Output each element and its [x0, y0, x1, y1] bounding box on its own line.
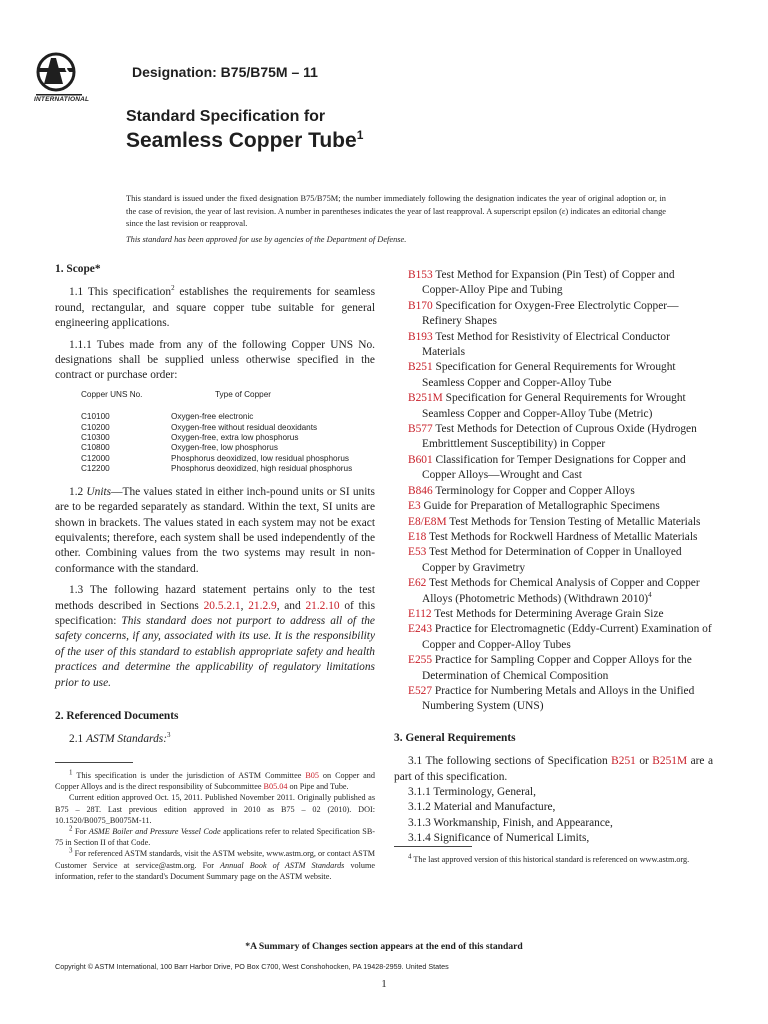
- separator: ,: [240, 599, 249, 612]
- table-header: [55, 390, 375, 400]
- footnote-text: For: [74, 827, 89, 837]
- standard-link[interactable]: E3: [408, 500, 421, 513]
- dod-approval-note: This standard has been approved for use by agencies of the Department of Defense.: [126, 235, 407, 244]
- standard-link[interactable]: B577: [408, 423, 433, 436]
- para-2-1: [55, 732, 375, 747]
- hazard-statement: This standard does not purport to address all of the safety concerns, if any, associated with its use. It is the responsibility of the user of this standard to establish appropriate safety and health practices and determine the applicability of regulatory limitations prior to use.: [55, 614, 375, 689]
- para-1-3-text-cont: of this specification:: [55, 599, 375, 627]
- para-1-2-text: —The values stated in either inch-pound units or SI units are to be regarded separately as standard. Within the text, SI units are shown in brackets. The values stated in each system may not be exact equivalents; therefore, each system shall be used independently of the other. Combining values from the two systems may result in non-conformance with the standard.: [55, 485, 375, 575]
- footnote-ref-2: 2: [171, 284, 175, 293]
- standard-title: Test Method for Determination of Copper in Unalloyed Copper by Gravimetry: [422, 546, 682, 574]
- section-link[interactable]: 21.2.9: [248, 599, 277, 612]
- footnote-marker: 2: [69, 824, 73, 833]
- table-row: [55, 433, 375, 443]
- list-item: [408, 545, 713, 576]
- standard-link[interactable]: E18: [408, 530, 427, 543]
- standard-title: Specification for General Requirements for Wrought Seamless Copper and Copper-Alloy Tube: [422, 361, 676, 389]
- table-cell: Phosphorus deoxidized, low residual phosphorus: [171, 453, 349, 463]
- table-cell: C10100: [81, 412, 110, 422]
- list-item: [408, 515, 713, 530]
- standard-link[interactable]: E255: [408, 654, 433, 667]
- table-cell: Phosphorus deoxidized, high residual phosphorus: [171, 464, 353, 474]
- para-1-3: [55, 583, 375, 691]
- document-title: [126, 107, 363, 153]
- table-cell: C12000: [81, 453, 110, 463]
- list-item: [408, 622, 713, 653]
- footnote-text: volume information, refer to the standard's Document Summary page on the ASTM website.: [55, 860, 375, 881]
- list-item: [408, 453, 713, 484]
- footnote-marker: 4: [408, 852, 412, 861]
- list-item: [408, 684, 713, 715]
- list-item: 3.1.3 Workmanship, Finish, and Appearance,: [408, 816, 613, 829]
- committee-link[interactable]: B05: [305, 771, 319, 780]
- para-2-1-num: 2.1: [69, 733, 87, 746]
- list-item: [408, 607, 713, 622]
- standard-link[interactable]: E62: [408, 577, 427, 590]
- table-cell: C10200: [81, 422, 110, 432]
- footnote-text: This specification is under the jurisdiction of ASTM Committee: [76, 771, 306, 780]
- standard-title: Practice for Sampling Copper and Copper Alloys for the Determination of Chemical Composition: [422, 654, 692, 682]
- title-line-2: [126, 128, 363, 153]
- table-header-cell: Copper UNS No.: [81, 389, 143, 399]
- standard-link[interactable]: B153: [408, 269, 433, 281]
- table-cell: Oxygen-free without residual deoxidants: [171, 422, 318, 432]
- para-3-1-text-cont: are a part of this specification.: [394, 755, 713, 783]
- footnote-text: Annual Book of ASTM Standards: [220, 860, 345, 870]
- para-1-1-text: 1.1 This specification: [69, 286, 172, 299]
- standard-link[interactable]: E53: [408, 546, 427, 559]
- standard-link[interactable]: B251M: [652, 755, 688, 768]
- copyright: Copyright © ASTM International, 100 Barr Harbor Drive, PO Box C700, West Conshohocken, PA 19428-2959. United States: [55, 962, 449, 971]
- standard-link[interactable]: B251: [408, 361, 433, 374]
- table-cell: Oxygen-free, low phosphorus: [171, 443, 278, 453]
- copper-uns-table: [55, 390, 375, 475]
- table-cell: C10300: [81, 433, 110, 443]
- list-item: [408, 576, 713, 607]
- standard-title: Test Methods for Tension Testing of Metallic Materials: [449, 515, 701, 528]
- standard-link[interactable]: B601: [408, 453, 433, 466]
- standard-title: Practice for Numbering Metals and Alloys in the Unified Numbering System (UNS): [422, 684, 695, 713]
- footnote-ref-4: 4: [648, 590, 652, 599]
- list-item: [408, 391, 713, 422]
- left-footnotes: [55, 770, 375, 882]
- para-2-1-text: ASTM Standards:: [86, 733, 167, 746]
- title-footnote-ref: 1: [356, 128, 364, 143]
- footnote-4: [394, 854, 713, 865]
- list-item: [408, 268, 713, 299]
- table-row: [55, 464, 375, 474]
- standard-link[interactable]: B193: [408, 330, 433, 343]
- footnote-text: on Copper and Copper Alloys and is the direct responsibility of Subcommittee: [55, 771, 375, 792]
- footnote-text: For referenced ASTM standards, visit the ASTM website, www.astm.org, or contact ASTM Customer Service at service@astm.org. For: [55, 849, 376, 870]
- table-cell: C12200: [81, 464, 110, 474]
- list-item: [408, 422, 713, 453]
- para-1-2-num: 1.2: [69, 485, 87, 498]
- list-item: [408, 530, 713, 545]
- table-header-cell: Type of Copper: [215, 389, 271, 399]
- section-link[interactable]: 21.2.10: [305, 599, 340, 612]
- para-1-2-term: Units: [86, 485, 112, 498]
- footnote-divider: [394, 846, 472, 847]
- standard-title: Test Method for Resistivity of Electrical Conductor Materials: [422, 330, 670, 359]
- issuance-note: This standard is issued under the fixed designation B75/B75M; the number immediately following the designation indicates the year of original adoption or, in the case of revision, the year of last revision. A number in parentheses indicates the year of last reapproval. A superscript epsilon (ε) indicates an editorial change since the last revision or reapproval.: [126, 194, 666, 228]
- footnote-ref-3: 3: [167, 731, 171, 740]
- footnote-text: ASME Boiler and Pressure Vessel Code: [88, 827, 221, 837]
- para-1-1-1: 1.1.1 Tubes made from any of the following Copper UNS No. designations shall be supplied unless otherwise specified in the contract or purchase order:: [55, 338, 375, 382]
- standard-title: Specification for Oxygen-Free Electrolytic Copper—Refinery Shapes: [422, 299, 679, 328]
- list-item: [408, 653, 713, 684]
- footnote-text: applications refer to related Specification SB-75 in Section II of that Code.: [55, 827, 376, 848]
- list-item: [408, 484, 713, 499]
- referenced-standards-list: [394, 268, 713, 715]
- standard-link[interactable]: B251: [611, 755, 636, 768]
- page-number: 1: [381, 978, 387, 990]
- designation: Designation: B75/B75M – 11: [132, 64, 318, 80]
- standard-title: Test Methods for Determining Average Grain Size: [434, 607, 664, 620]
- standard-title: Test Methods for Rockwell Hardness of Metallic Materials: [429, 530, 698, 543]
- list-item: 3.1.4 Significance of Numerical Limits,: [408, 832, 590, 845]
- scope-heading: 1. Scope*: [55, 263, 101, 275]
- footnote-1-edition: Current edition approved Oct. 15, 2011. Published November 2011. Originally published as B75 – 28T. Last previous edition approved in 2010 as B75 – 02 (2010). DOI: 10.1520/B0075_B0075M-11.: [55, 793, 375, 825]
- standard-title: Practice for Electromagnetic (Eddy-Current) Examination of Copper and Copper-Alloy Tubes: [422, 623, 712, 651]
- list-item: 3.1.2 Material and Manufacture,: [408, 801, 556, 814]
- para-1-3-text: 1.3 The following hazard statement pertains only to the test methods described in Sections: [55, 584, 375, 612]
- footnote-marker: 1: [69, 768, 73, 777]
- list-item: [408, 360, 713, 391]
- astm-logo-icon: [34, 50, 122, 112]
- separator: , and: [276, 599, 306, 612]
- referenced-documents-heading: 2. Referenced Documents: [55, 709, 179, 722]
- section-link[interactable]: 20.5.2.1: [203, 599, 241, 612]
- standard-title: Specification for General Requirements for Wrought Seamless Copper and Copper-Alloy Tube (Metric): [422, 392, 686, 420]
- table-cell: Oxygen-free, extra low phosphorus: [171, 433, 299, 443]
- footnote-1: [55, 770, 375, 792]
- footnote-text: on Pipe and Tube.: [287, 782, 349, 792]
- table-row: [55, 454, 375, 464]
- table-cell: C10800: [81, 443, 110, 453]
- footnote-divider: [55, 762, 133, 763]
- subcommittee-link[interactable]: B05.04: [263, 782, 288, 792]
- para-3-1-text: 3.1 The following sections of Specification: [408, 755, 612, 768]
- list-item: [408, 299, 713, 330]
- separator: or: [635, 755, 653, 768]
- list-item: 3.1.1 Terminology, General,: [408, 786, 536, 798]
- standard-title: Classification for Temper Designations for Copper and Copper Alloys—Wrought and Cast: [422, 453, 686, 482]
- standard-title: Guide for Preparation of Metallographic Specimens: [423, 500, 660, 513]
- table-row: [55, 443, 375, 453]
- standard-link[interactable]: E112: [408, 607, 432, 620]
- standard-link[interactable]: B251M: [408, 392, 443, 405]
- standard-link[interactable]: E243: [408, 623, 433, 636]
- table-row: [55, 412, 375, 422]
- table-cell: Oxygen-free electronic: [171, 412, 254, 422]
- right-footnotes: [394, 854, 713, 865]
- left-column: [55, 262, 375, 754]
- list-item: [408, 330, 713, 361]
- title-line-1: Standard Specification for: [126, 108, 326, 125]
- footnote-marker: 3: [69, 846, 73, 855]
- para-3-1: [394, 754, 713, 785]
- title-line-2-text: Seamless Copper Tube: [126, 129, 357, 153]
- para-1-1: [55, 285, 375, 331]
- standard-link[interactable]: B846: [408, 484, 433, 497]
- footnote-2: [55, 826, 375, 848]
- standard-title: Test Methods for Chemical Analysis of Copper and Copper Alloys (Photometric Methods) (Withdrawn 2010): [422, 577, 700, 605]
- right-column: [394, 268, 713, 847]
- standard-title: Test Methods for Detection of Cuprous Oxide (Hydrogen Embrittlement Susceptibility) in Copper: [422, 423, 697, 451]
- standard-title: Test Method for Expansion (Pin Test) of Copper and Copper-Alloy Pipe and Tubing: [422, 269, 675, 297]
- requirements-list: [394, 785, 713, 847]
- standard-link[interactable]: E8/E8M: [408, 515, 447, 528]
- general-requirements-heading: 3. General Requirements: [394, 731, 516, 744]
- logo-wordmark: INTERNATIONAL: [34, 96, 90, 103]
- table-row: [55, 423, 375, 433]
- standard-title: Terminology for Copper and Copper Alloys: [435, 484, 635, 497]
- list-item: [408, 499, 713, 514]
- footnote-3: [55, 848, 375, 882]
- footnote-text: The last approved version of this historical standard is referenced on www.astm.org.: [413, 855, 690, 864]
- para-1-1-text-cont: establishes the requirements for seamless round, rectangular, and square copper tube suitable for general engineering applications.: [55, 286, 375, 330]
- summary-of-changes-note: *A Summary of Changes section appears at the end of this standard: [245, 941, 523, 952]
- standard-link[interactable]: B170: [408, 299, 433, 312]
- para-1-2: [55, 485, 375, 577]
- standard-link[interactable]: E527: [408, 684, 433, 697]
